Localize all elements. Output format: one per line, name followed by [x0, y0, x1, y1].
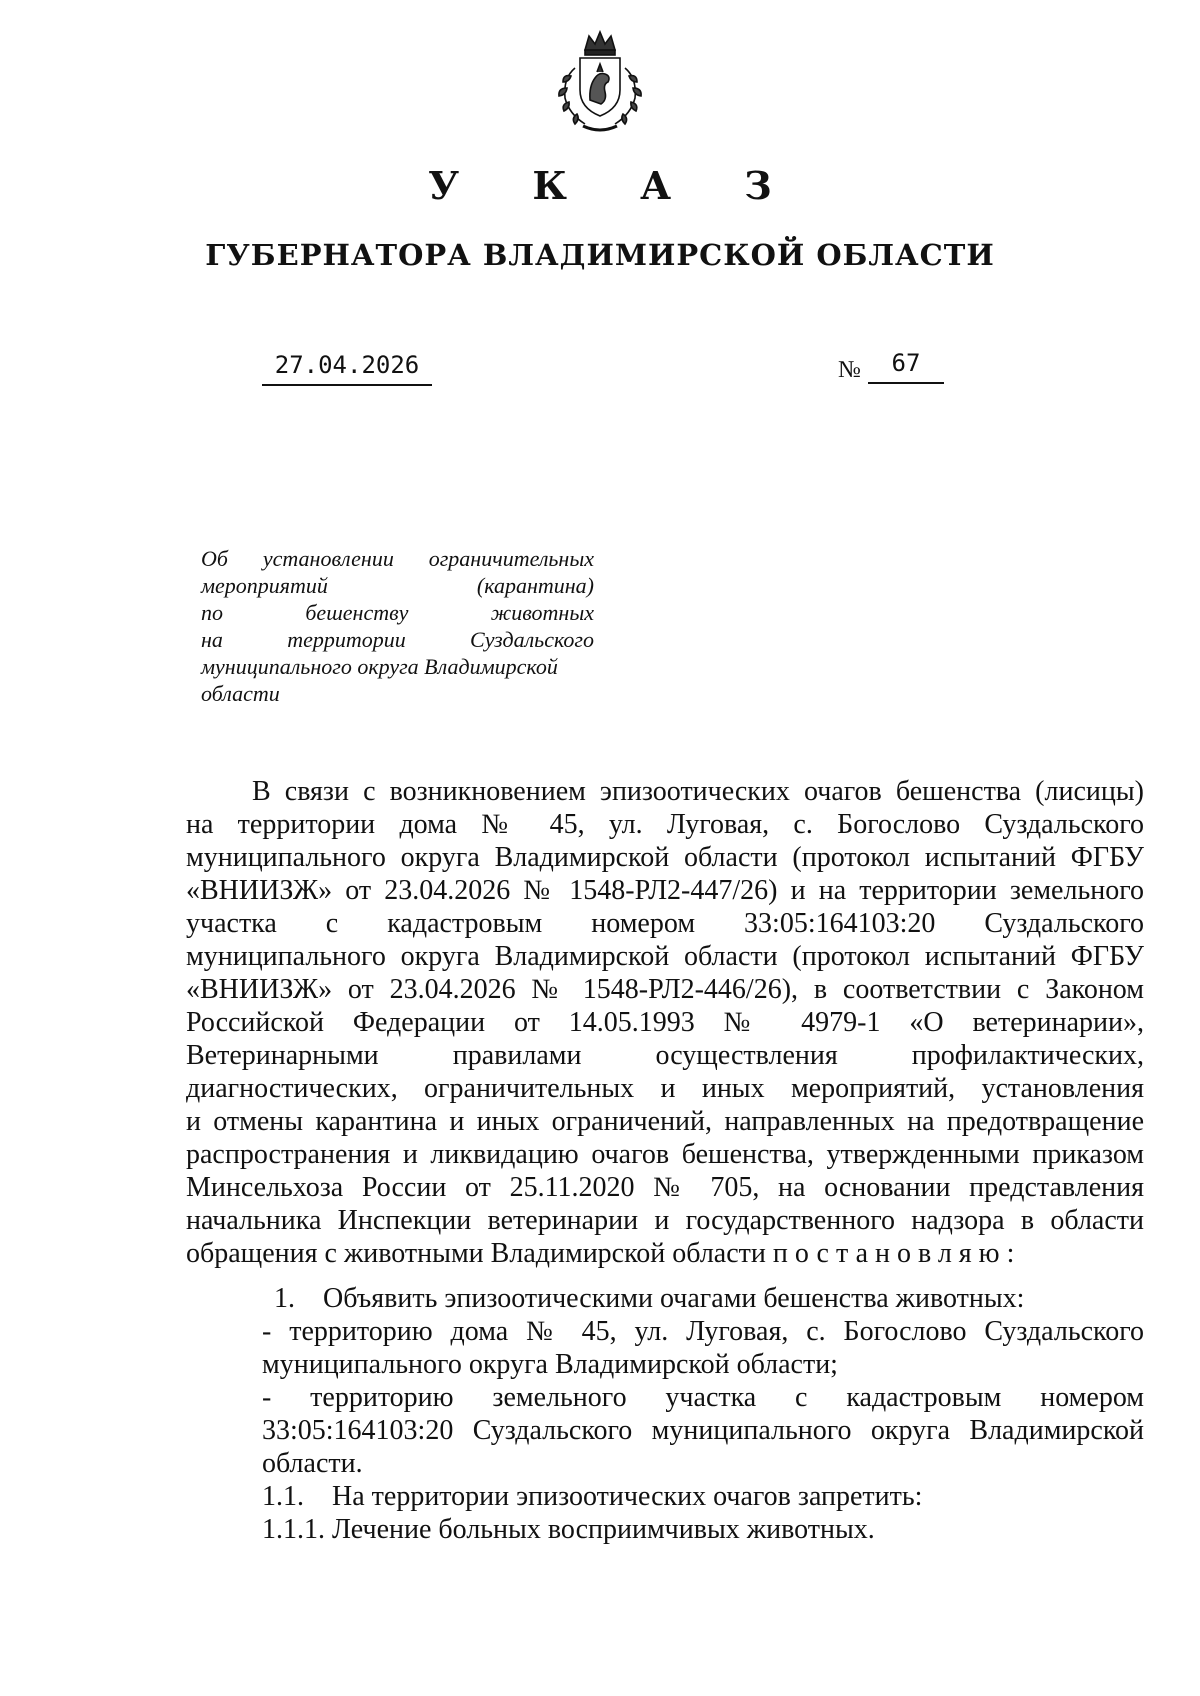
preamble-line: муниципального округа Владимирской области (протокол испытаний ФГБУ	[186, 941, 1144, 972]
preamble-paragraph	[186, 775, 1144, 1270]
preamble-last-text: обращения с животными Владимирской области	[186, 1238, 766, 1269]
item-1-bullet-2-end: области.	[262, 1448, 363, 1479]
subject-line: на территории Суздальского	[201, 627, 594, 652]
item-1-number: 1.	[274, 1283, 295, 1314]
item-1-bullet-1: - территорию дома № 45, ул. Луговая, с. Богослово Суздальского	[262, 1316, 1144, 1347]
subject-line: муниципального округа Владимирской	[201, 654, 558, 679]
item-1-1-1-number: 1.1.1.	[262, 1514, 325, 1545]
preamble-line: и отмены карантина и иных ограничений, направленных на предотвращение	[186, 1106, 1144, 1137]
preamble-line: Российской Федерации от 14.05.1993 № 4979-1 «О ветеринарии»,	[186, 1007, 1144, 1038]
item-1-bullet-2: - территорию земельного участка с кадастровым номером	[262, 1382, 1144, 1413]
subject-line: по бешенству животных	[201, 600, 594, 625]
subject-line: Об установлении ограничительных	[201, 546, 594, 571]
preamble-line: «ВНИИЗЖ» от 23.04.2026 № 1548-РЛ2-447/26) и на территории земельного	[186, 875, 1144, 906]
item-1-1-number: 1.1.	[262, 1481, 304, 1512]
item-1-bullet-1-cont: муниципального округа Владимирской области;	[262, 1349, 838, 1380]
document-subtitle: ГУБЕРНАТОРА ВЛАДИМИРСКОЙ ОБЛАСТИ	[205, 238, 995, 272]
item-1	[262, 1282, 1144, 1315]
item-1-text: Объявить эпизоотическими очагами бешенства животных:	[323, 1283, 1025, 1314]
document-title: У К А З	[428, 163, 802, 208]
preamble-line: распространения и ликвидацию очагов бешенства, утвержденными приказом	[186, 1139, 1144, 1170]
preamble-line: В связи с возникновением эпизоотических очагов бешенства (лисицы)	[252, 776, 1144, 807]
preamble-line: Ветеринарными правилами осуществления профилактических,	[186, 1040, 1144, 1071]
item-1-1-text: На территории эпизоотических очагов запретить:	[332, 1481, 923, 1512]
preamble-line: начальника Инспекции ветеринарии и государственного надзора в области	[186, 1205, 1144, 1236]
number-label: №	[838, 357, 861, 383]
preamble-line	[186, 1237, 1144, 1270]
preamble-line: участка с кадастровым номером 33:05:164103:20 Суздальского	[186, 908, 1144, 939]
item-1-1	[262, 1480, 1144, 1513]
subject-line: области	[201, 681, 280, 706]
decree-word: постановляю:	[772, 1238, 1022, 1269]
preamble-line: «ВНИИЗЖ» от 23.04.2026 № 1548-РЛ2-446/26), в соответствии с Законом	[186, 974, 1144, 1005]
decree-items	[262, 1282, 1144, 1546]
preamble-line: на территории дома № 45, ул. Луговая, с. Богослово Суздальского	[186, 809, 1144, 840]
preamble-line: Минсельхоза России от 25.11.2020 № 705, на основании представления	[186, 1172, 1144, 1203]
preamble-line: муниципального округа Владимирской области (протокол испытаний ФГБУ	[186, 842, 1144, 873]
item-1-1-1	[262, 1513, 1144, 1546]
coat-of-arms-icon	[545, 28, 655, 136]
preamble-line: диагностических, ограничительных и иных мероприятий, установления	[186, 1073, 1144, 1104]
item-1-1-1-text: Лечение больных восприимчивых животных.	[332, 1514, 875, 1545]
document-subject	[201, 545, 594, 707]
document-date: 27.04.2026	[262, 350, 432, 386]
document-number: 67	[868, 350, 944, 384]
item-1-bullet-2-cont: 33:05:164103:20 Суздальского муниципального округа Владимирской	[262, 1415, 1144, 1446]
subject-line: мероприятий (карантина)	[201, 573, 594, 598]
